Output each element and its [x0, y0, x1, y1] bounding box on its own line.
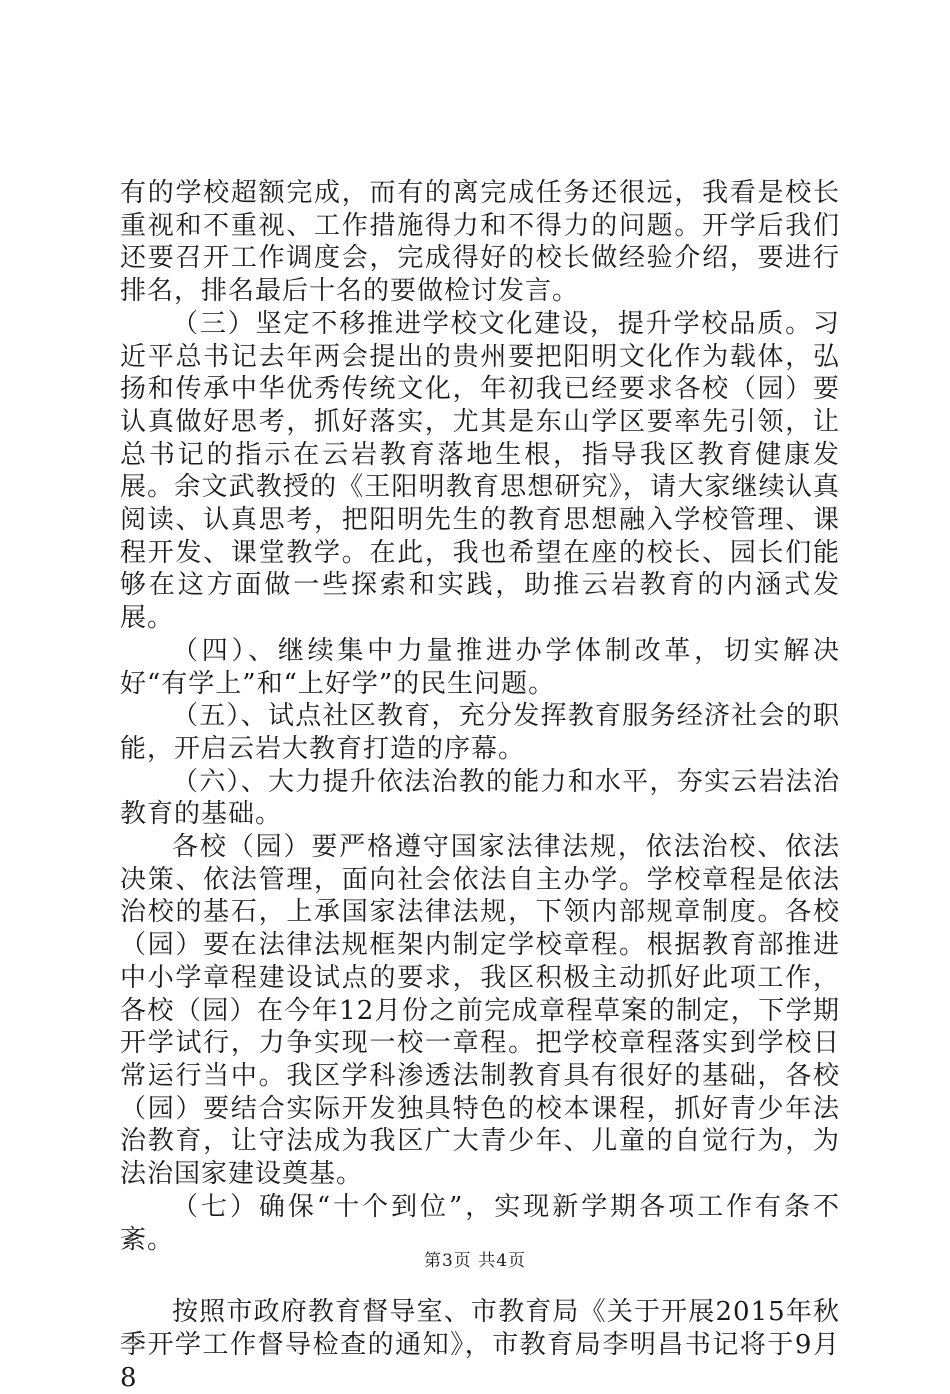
- paragraph-2: （三）坚定不移推进学校文化建设，提升学校品质。习近平总书记去年两会提出的贵州要把阳明文化作为载体，弘扬和传承中华优秀传统文化，年初我已经要求各校（园）要认真做好思考，抓好落实，尤其是东山学区要率先引领，让总书记的指示在云岩教育落地生根，指导我区教育健康发展。余文武教授的《王阳明教育思想研究》，请大家继续认真阅读、认真思考，把阳明先生的教育思想融入学校管理、课程开发、课堂教学。在此，我也希望在座的校长、园长们能够在这方面做一些探索和实践，助推云岩教育的内涵式发展。: [120, 308, 840, 634]
- page-footer: 第3页 共4页: [423, 1251, 527, 1271]
- paragraph-5: （六）、大力提升依法治教的能力和水平，夯实云岩法治教育的基础。: [120, 766, 840, 830]
- paragraph-6: 各校（园）要严格遵守国家法律法规，依法治校、依法决策、依法管理，面向社会依法自主办学。学校章程是依法治校的基石，上承国家法律法规，下领内部规章制度。各校（园）要在法律法规框架内制定学校章程。根据教育部推进中小学章程建设试点的要求，我区积极主动抓好此项工作，各校（园）在今年12月份之前完成章程草案的制定，下学期开学试行，力争实现一校一章程。把学校章程落实到学校日常运行当中。我区学科渗透法制教育具有很好的基础，各校（园）要结合实际开发独具特色的校本课程，抓好青少年法治教育，让守法成为我区广大青少年、儿童的自觉行为，为法治国家建设奠基。: [120, 832, 840, 1190]
- document-body: [120, 177, 840, 1394]
- paragraph-7: （七）确保“十个到位”，实现新学期各项工作有条不紊。: [120, 1191, 840, 1255]
- paragraph-4: （五）、试点社区教育，充分发挥教育服务经济社会的职能，开启云岩大教育打造的序幕。: [120, 701, 840, 764]
- paragraph-3: （四）、继续集中力量推进办学体制改革，切实解决好“有学上”和“上好学”的民生问题。: [120, 635, 840, 699]
- paragraph-1: 有的学校超额完成，而有的离完成任务还很远，我看是校长重视和不重视、工作措施得力和不得力的问题。开学后我们还要召开工作调度会，完成得好的校长做经验介绍，要进行排名，排名最后十名的要做检讨发言。: [120, 178, 840, 307]
- paragraph-8: 按照市政府教育督导室、市教育局《关于开展2015年秋季开学工作督导检查的通知》，市教育局李明昌书记将于9月8: [120, 1297, 840, 1393]
